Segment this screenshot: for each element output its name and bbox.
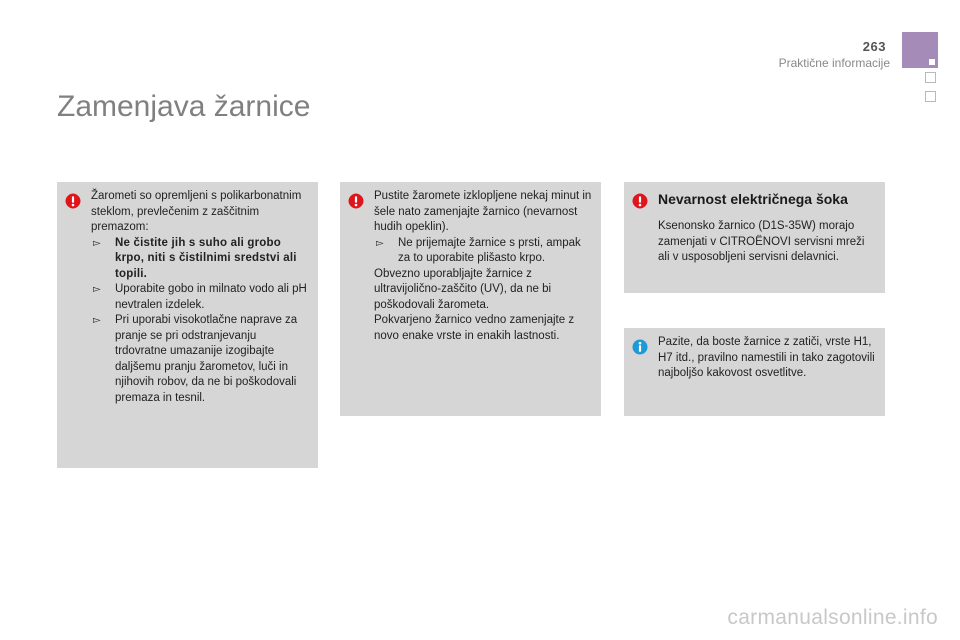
list-item [91, 236, 310, 283]
warning-box-headlamp-cleaning [57, 182, 318, 468]
section-title: Praktične informacije [778, 56, 890, 70]
watermark: carmanualsonline.info [727, 606, 938, 629]
exclamation-icon [632, 193, 648, 209]
box1-bullet-3: Pri uporabi visokotlačne naprave za pranje se pri odstranjevanju trdovratne umazanije izogibajte daljšemu pranju žarometov, luči in njihovih robov, da ne bi poškodovali premaza in tesnil. [115, 314, 298, 404]
box2-paragraph-1: Obvezno uporabljajte žarnice z ultravijolično-zaščito (UV), da ne bi poškodovali žarometa. [374, 267, 552, 311]
box2-bullet-1: Ne prijemajte žarnice s prsti, ampak za to uporabite plišasto krpo. [398, 236, 581, 264]
triangle-bullet-icon: ▻ [93, 237, 101, 249]
chapter-tab-empty-2[interactable] [925, 91, 936, 102]
triangle-bullet-icon: ▻ [376, 237, 384, 249]
box1-intro: Žarometi so opremljeni s polikarbonatnim steklom, prevlečenim z zaščitnim premazom: [91, 190, 302, 233]
info-box-bulb-fitting [624, 328, 885, 416]
box2-paragraph-2: Pokvarjeno žarnico vedno zamenjajte z novo enake vrste in enakih lastnosti. [374, 314, 575, 342]
warning-box-bulb-handling [340, 182, 601, 416]
page-title: Zamenjava žarnice [57, 90, 311, 123]
list-item [91, 282, 310, 313]
exclamation-icon [65, 193, 81, 209]
chapter-tab[interactable] [902, 32, 938, 68]
box4-text: Pazite, da boste žarnice z zatiči, vrste H1, H7 itd., pravilno namestili in tako zagotovili najboljšo kakovost osvetlitve. [658, 336, 875, 379]
triangle-bullet-icon: ▻ [93, 315, 101, 326]
chapter-tab-empty-1[interactable] [925, 72, 936, 83]
list-item [374, 236, 593, 267]
chapter-tab-marker [929, 59, 935, 65]
exclamation-icon [348, 193, 364, 209]
box1-bullet-2: Uporabite gobo in milnato vodo ali pH nevtralen izdelek. [115, 283, 307, 311]
info-icon [632, 339, 648, 355]
box3-title: Nevarnost električnega šoka [658, 191, 848, 207]
triangle-bullet-icon: ▻ [93, 284, 101, 295]
warning-box-electric-shock [624, 182, 885, 293]
box2-intro: Pustite žaromete izklopljene nekaj minut in šele nato zamenjajte žarnico (nevarnost hudih opeklin). [374, 190, 592, 233]
list-item [91, 313, 310, 406]
page-number: 263 [862, 39, 886, 54]
box1-bullet-1: Ne čistite jih s suho ali grobo krpo, niti s čistilnimi sredstvi ali topili. [115, 236, 297, 280]
box3-text: Ksenonsko žarnico (D1S-35W) morajo zamenjati v CITROËNOVI servisni mreži ali v usposobljeni servisni delavnici. [658, 220, 865, 263]
